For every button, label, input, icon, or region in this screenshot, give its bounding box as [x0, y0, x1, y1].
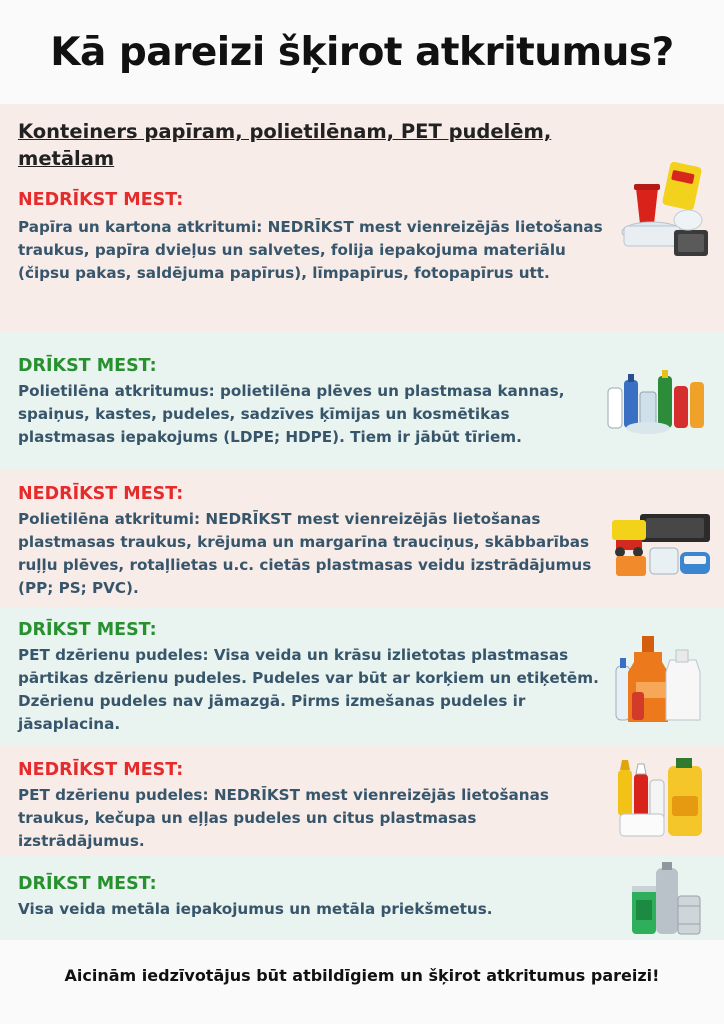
section-6-text: Visa veida metāla iepakojumus un metāla priekšmetus.: [18, 900, 493, 918]
section-5-text: PET dzērienu pudeles: NEDRĪKST mest vienreizējās lietošanas traukus, kečupa un eļļas pudeles un citus plastmasas izstrādājumus.: [18, 786, 549, 850]
footer-call-to-action: Aicinām iedzīvotājus būt atbildīgiem un šķirot atkritumus pareizi!: [64, 966, 660, 985]
section-4-heading: DRĪKST MEST:: [18, 620, 157, 640]
section-2-text: Polietilēna atkritumus: polietilēna plēves un plastmasa kannas, spaiņus, kastes, pudeles, sadzīves ķīmijas un kosmētikas plastmasas iepakojums (LDPE; HDPE). Tiem ir jābūt tīriem.: [18, 382, 565, 446]
section-1-heading: NEDRĪKST MEST:: [18, 190, 184, 210]
ketchup-oil-bottles-image: [614, 756, 710, 842]
page-title: Kā pareizi šķirot atkritumus?: [50, 30, 674, 75]
container-subtitle: Konteiners papīram, polietilēnam, PET pudelēm, metālam: [18, 120, 552, 170]
section-2-heading: DRĪKST MEST:: [18, 356, 157, 376]
section-1-text: Papīra un kartona atkritumi: NEDRĪKST mest vienreizējās lietošanas traukus, papīra dvieļus un salvetes, folija iepakojuma materiālu (čipsu pakas, saldējuma papīrus), līmpapīrus, fotopapīrus utt.: [18, 218, 603, 282]
section-5-heading: NEDRĪKST MEST:: [18, 760, 184, 780]
section-6-heading: DRĪKST MEST:: [18, 874, 157, 894]
section-3-text: Polietilēna atkritumi: NEDRĪKST mest vienreizējās lietošanas plastmasas traukus, krējuma un margarīna trauciņus, skābbarības ruļļu plēves, rotaļlietas u.c. cietās plastmasas veidu izstrādājumus (PP; PS; PVC).: [18, 510, 592, 597]
metal-cans-image: [628, 860, 704, 938]
plastic-containers-toys-image: [610, 512, 714, 580]
disposable-cups-chips-packaging-image: [618, 160, 714, 272]
plastic-bottles-image: [604, 366, 710, 436]
section-4-text: PET dzērienu pudeles: Visa veida un krāsu izlietotas plastmasas pārtikas dzērienu pudeles. Pudeles var būt ar korķiem un etiķetēm. Dzērienu pudeles nav jāmazgā. Pirms izmešanas pudeles ir jāsaplacina.: [18, 646, 599, 733]
pet-bottles-image: [612, 632, 704, 726]
section-3-heading: NEDRĪKST MEST:: [18, 484, 184, 504]
